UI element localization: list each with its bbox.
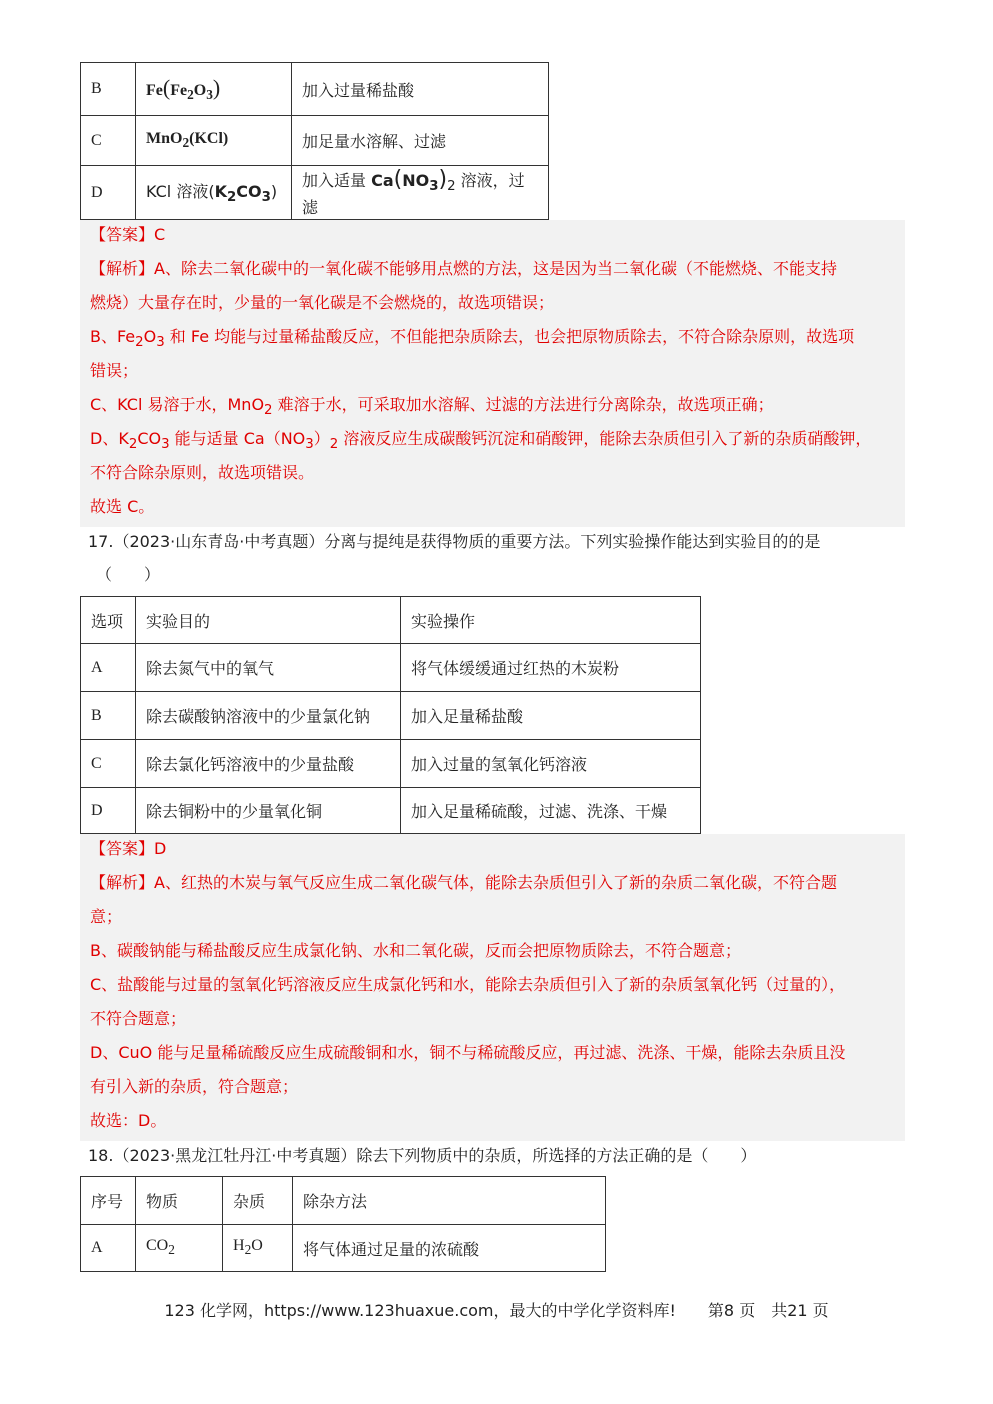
header-method: 除杂方法	[293, 1177, 606, 1225]
table-row	[81, 740, 701, 788]
method-cell: 加入过量稀盐酸	[292, 63, 549, 116]
operation-cell: 加入足量稀盐酸	[401, 692, 701, 740]
option-label: D	[81, 166, 136, 220]
option-label: A	[81, 1225, 136, 1272]
analysis-line: C、盐酸能与过量的氢氧化钙溶液反应生成氯化钙和水，能除去杂质但引入了新的杂质氢氧化钙（过量的），	[90, 975, 846, 994]
analysis-line: C、KCl 易溶于水，MnO$_2$ 难溶于水，可采取加水溶解、过滤的方法进行分离除杂，故选项正确；	[90, 395, 774, 419]
analysis-line: D、CuO 能与足量稀硫酸反应生成硫酸铜和水，铜不与稀硫酸反应，再过滤、洗涤、干燥，能除去杂质且没	[90, 1043, 846, 1062]
q17-answer-section	[80, 834, 905, 1141]
substance-cell: $Fe(Fe_2O_3)$	[136, 63, 292, 116]
analysis-line: B、碳酸钠能与稀盐酸反应生成氯化钠、水和二氧化碳，反而会把原物质除去，不符合题意；	[90, 941, 741, 960]
q17-options-table	[80, 596, 701, 834]
method-cell: 将气体通过足量的浓硫酸	[293, 1225, 606, 1272]
q16-options-table	[80, 62, 549, 220]
header-substance: 物质	[136, 1177, 223, 1225]
analysis-line: 错误；	[90, 361, 139, 380]
purpose-cell: 除去氮气中的氧气	[136, 644, 401, 692]
substance-cell: MnO$_2$(KCl)	[136, 116, 292, 166]
q17-answer-blank: （ ）	[96, 565, 161, 584]
table-row	[81, 116, 549, 166]
method-cell: 加足量水溶解、过滤	[292, 116, 549, 166]
analysis-line: 燃烧）大量存在时，少量的一氧化碳是不会燃烧的，故选项错误；	[90, 293, 555, 312]
q18-stem: 18.（2023·黑龙江牡丹江·中考真题）除去下列物质中的杂质，所选择的方法正确的是（ ）	[88, 1146, 757, 1165]
operation-cell: 加入过量的氢氧化钙溶液	[401, 740, 701, 788]
purpose-cell: 除去氯化钙溶液中的少量盐酸	[136, 740, 401, 788]
header-number: 序号	[81, 1177, 136, 1225]
table-row	[81, 692, 701, 740]
analysis-line: 【解析】A、红热的木炭与氧气反应生成二氧化碳气体，能除去杂质但引入了新的杂质二氧化碳，不符合题	[90, 873, 837, 892]
conclusion-line: 故选 C。	[90, 497, 155, 516]
analysis-line: D、$K_2CO_3$ 能与适量 $Ca(NO_3)_2$ 溶液反应生成碳酸钙沉淀和硝酸钾，能除去杂质但引入了新的杂质硝酸钾，	[90, 429, 872, 453]
header-purpose: 实验目的	[136, 597, 401, 644]
option-label: C	[81, 116, 136, 166]
option-label: A	[81, 644, 136, 692]
q16-answer-section	[80, 220, 905, 527]
page-footer: 123 化学网，https://www.123huaxue.com，最大的中学化学资料库! 第8 页 共21 页	[164, 1301, 829, 1320]
table-row	[81, 1225, 606, 1272]
table-header-row	[81, 597, 701, 644]
analysis-line: 【解析】A、除去二氧化碳中的一氧化碳不能够用点燃的方法，这是因为当二氧化碳（不能燃烧、不能支持	[90, 259, 837, 278]
option-label: B	[81, 692, 136, 740]
method-cell: 加入适量 $Ca(NO_3)_2$ 溶液，过滤	[292, 166, 549, 220]
header-option: 选项	[81, 597, 136, 644]
option-label: C	[81, 740, 136, 788]
operation-cell: 将气体缓缓通过红热的木炭粉	[401, 644, 701, 692]
analysis-line: 有引入新的杂质，符合题意；	[90, 1077, 299, 1096]
q18-options-table	[80, 1176, 606, 1272]
substance-cell: KCl 溶液$(K_2CO_3)$	[136, 166, 292, 220]
header-operation: 实验操作	[401, 597, 701, 644]
option-label: B	[81, 63, 136, 116]
analysis-line: 意；	[90, 907, 123, 926]
analysis-line: 不符合题意；	[90, 1009, 187, 1028]
analysis-line: 不符合除杂原则，故选项错误。	[90, 463, 315, 482]
answer-line: 【答案】D	[90, 839, 167, 858]
operation-cell: 加入足量稀硫酸，过滤、洗涤、干燥	[401, 788, 701, 834]
q17-stem: 17.（2023·山东青岛·中考真题）分离与提纯是获得物质的重要方法。下列实验操作能达到实验目的的是	[88, 532, 821, 551]
table-row	[81, 63, 549, 116]
purpose-cell: 除去碳酸钠溶液中的少量氯化钠	[136, 692, 401, 740]
header-impurity: 杂质	[223, 1177, 293, 1225]
impurity-cell: $H_2O$	[223, 1225, 293, 1272]
conclusion-line: 故选：D。	[90, 1111, 167, 1130]
table-row	[81, 166, 549, 220]
option-label: D	[81, 788, 136, 834]
answer-line: 【答案】C	[90, 225, 166, 244]
analysis-line: B、$Fe_2O_3$ 和 Fe 均能与过量稀盐酸反应，不但能把杂质除去，也会把原物质除去，不符合除杂原则，故选项	[90, 327, 855, 351]
purpose-cell: 除去铜粉中的少量氧化铜	[136, 788, 401, 834]
substance-cell: $CO_2$	[136, 1225, 223, 1272]
table-row	[81, 644, 701, 692]
table-row	[81, 788, 701, 834]
table-header-row	[81, 1177, 606, 1225]
